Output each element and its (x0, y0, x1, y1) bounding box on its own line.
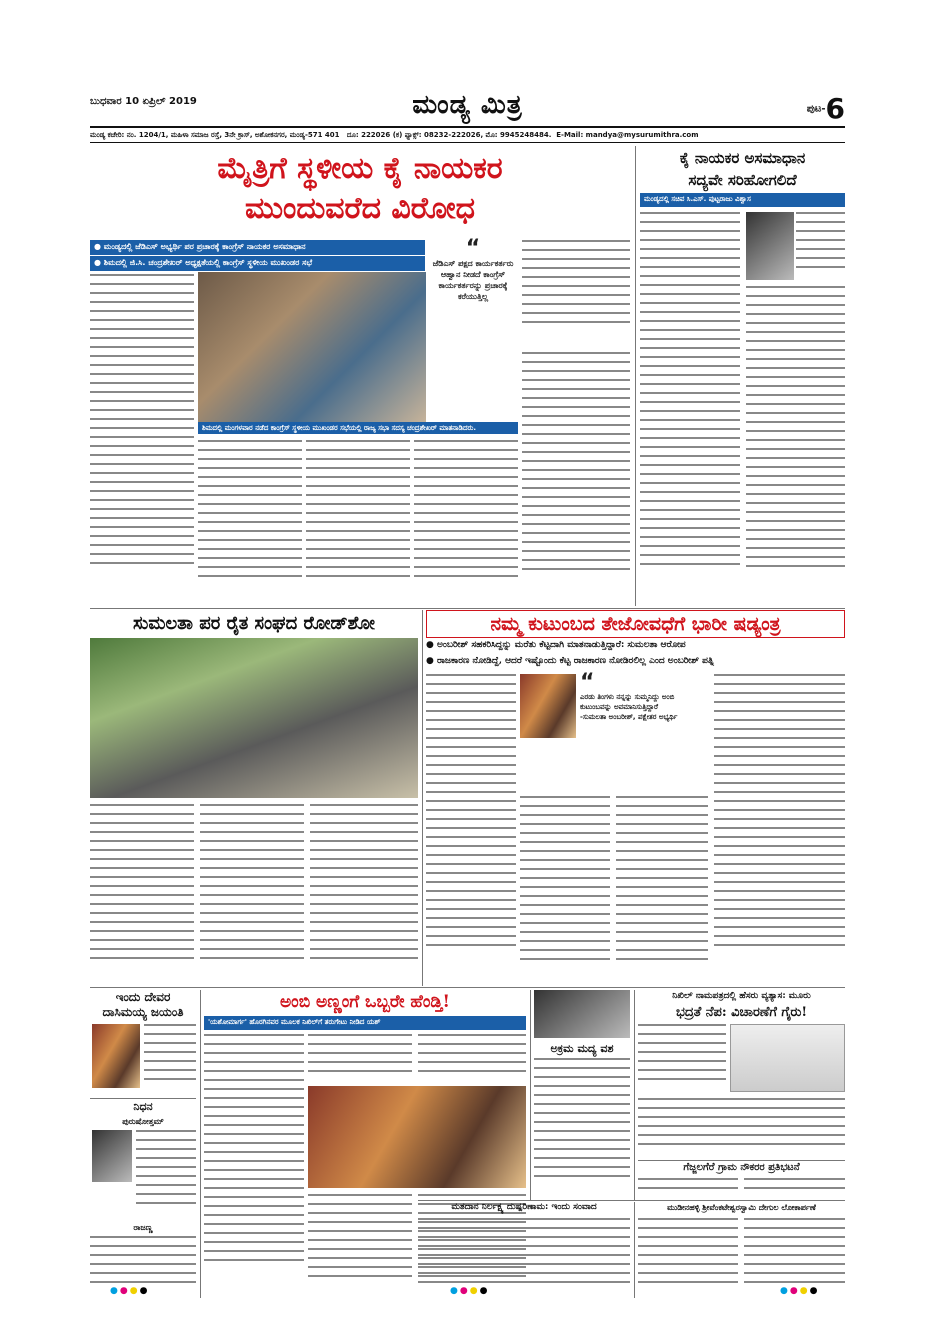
liquor-headline: ಅಕ್ರಮ ಮದ್ಯ ವಶ (550, 1042, 614, 1055)
registration-marks-center: ●●●● (450, 1286, 490, 1296)
lead-quote (428, 236, 518, 340)
page-label: ಪುಟ- (806, 103, 826, 115)
side-column-2 (746, 286, 845, 606)
liquor-divider (530, 990, 531, 1200)
address-rule (90, 142, 845, 143)
issue-date: ಬುಧವಾರ 10 ಏಪ್ರಿಲ್ 2019 (90, 96, 197, 107)
roadshow-column-2 (200, 804, 304, 984)
conspiracy-quote-attr: -ಸುಮಲತಾ ಅಂಬರೀಶ್, ಪಕ್ಷೇತರ ಅಭ್ಯರ್ಥಿ (580, 713, 678, 721)
side-headline-1: ಕೈ ನಾಯಕರ ಅಸಮಾಧಾನ (679, 149, 806, 167)
section-rule-1 (90, 608, 845, 609)
conspiracy-column-1 (426, 674, 516, 984)
protest-column-1 (638, 1178, 738, 1198)
dasimayya-portrait (92, 1024, 140, 1088)
page-number-value: 6 (825, 92, 845, 125)
ambi-photo (308, 1086, 526, 1188)
obituary-divider (200, 990, 201, 1298)
newspaper-page (90, 90, 845, 1300)
temple-column-1 (638, 1218, 738, 1298)
lead-bullet-2: ● ಶಿಮದಲ್ಲಿ ಜಿ.ಸಿ. ಚಂದ್ರಶೇಖರ್ ಅಧ್ಯಕ್ಷತೆಯಲ್ಲಿ ಕಾಂಗ್ರೆಸ್ ಸ್ಥಳೀಯ ಮುಖಂಡರ ಸಭೆ (90, 256, 425, 271)
jayanthi-headline-2: ದಾಸಿಮಯ್ಯ ಜಯಂತಿ (102, 1005, 184, 1019)
protest-headline: ಗೆಜ್ಜಲಗೆರೆ ಗ್ರಾಮ ನೌಕರರ ಪ್ರತಿಭಟನೆ (683, 1162, 800, 1173)
side-headline-2: ಸದ್ಯವೇ ಸರಿಹೋಗಲಿದೆ (688, 171, 797, 189)
obituary-portrait (92, 1130, 132, 1182)
conspiracy-headline: ನಮ್ಮ ಕುಟುಂಬದ ತೇಜೋವಧೆಗೆ ಭಾರೀ ಷಡ್ಯಂತ್ರ (426, 610, 845, 638)
ambi-subbar: 'ಯಶೋಮಾರ್ಗ' ಹೊರಗಿನವರ ಮೂಲಕ ನಿಖಿಲ್‌ಗೆ ತರುಗೇಟು ನೀಡಿದ ಯಶ್ (204, 1016, 526, 1030)
roadshow-headline: ಸುಮಲತಾ ಪರ ರೈತ ಸಂಘದ ರೋಡ್‌ಶೋ (133, 613, 375, 634)
obituary-name: ಪುರುಷೋತ್ತಮ್ (122, 1116, 164, 1126)
lead-headline-1: ಮೈತ್ರಿಗೆ ಸ್ಥಳೀಯ ಕೈ ನಾಯಕರ (217, 151, 503, 186)
jayanthi-text (144, 1024, 196, 1094)
temple-headline: ಮುಡೀನಹಳ್ಳಿ ಶ್ರೀವೆಂಕಟೇಶ್ವರಸ್ವಾಮಿ ದೇಗುಲ ಲೋಕಾರ್ಪಣೆ (667, 1202, 816, 1212)
lead-quote-text: ಜೆಡಿಎಸ್ ಪಕ್ಷದ ಕಾರ್ಯಕರ್ತರು ಆಹ್ವಾನ ನೀಡದೆ ಕಾಂಗ್ರೆಸ್ ಕಾರ್ಯಕರ್ತರನ್ನು ಪ್ರಚಾರಕ್ಕೆ ಕರೆಯುತ್ತಿಲ್ಲ (432, 259, 514, 301)
registration-marks-left: ●●●● (110, 1286, 150, 1296)
jayanthi-headline-1: ಇಂದು ದೇವರ (115, 990, 171, 1004)
ambi-column-1 (204, 1034, 304, 1298)
nikhil-headline-2: ಭದ್ರತೆ ನೆಪ: ವಿಚಾರಣೆಗೆ ಗೈರು! (675, 1005, 808, 1020)
roadshow-divider (422, 610, 423, 986)
document-image (730, 1024, 845, 1092)
ambi-headline: ಅಂಬಿ ಅಣ್ಣಂಗೆ ಒಬ್ಬರೇ ಹೆಂಡ್ತಿ! (279, 992, 451, 1012)
temple-divider (634, 1202, 635, 1298)
nikhil-headline-1: ನಿಖಿಲ್ ನಾಮಪತ್ರದಲ್ಲಿ ಹೆಸರು ವ್ಯತ್ಯಾಸ: ಮೂರು (672, 991, 811, 1001)
conspiracy-quote-text: ಎರಡು ತಿಂಗಳು ನನ್ನನ್ನು ಸುಮ್ಮನಿದ್ದು ಅಂಬಿ ಕುಟುಂಬವನ್ನು ಅವಮಾನಿಸುತ್ತಿದ್ದಾರೆ (580, 693, 675, 711)
side-column-2-top (796, 212, 845, 282)
protest-rule (638, 1160, 845, 1161)
obituary-text (136, 1130, 196, 1220)
registration-marks-right: ●●●● (780, 1286, 820, 1296)
ambi-column-2 (308, 1194, 412, 1298)
quote-mark-icon-2: “ (580, 670, 595, 695)
conspiracy-column-3 (616, 796, 708, 984)
lead-column-5 (522, 352, 630, 604)
ambi-column-3-top (418, 1034, 526, 1084)
section-rule-3 (418, 1200, 845, 1201)
address-text: ಮಂಡ್ಯ ಕಚೇರಿ: ನಂ. 1204/1, ಮಹಿಳಾ ಸಮಾಜ ರಸ್ತೆ, 3ನೇ ಕ್ರಾಸ್, ಅಶೋಕನಗರ, ಮಂಡ್ಯ-571 401 (90, 131, 340, 139)
nikhil-divider (634, 990, 635, 1200)
quote-mark-icon: “ (465, 236, 481, 261)
obituary-heading: ನಿಧನ (133, 1100, 153, 1113)
phone-text: ದೂ: 222026 (ಕ) ಫ್ಯಾಕ್ಸ್: 08232-222026, ಮೊ: 9945248484. (346, 131, 552, 139)
protest-column-2 (744, 1178, 845, 1198)
lead-column-4 (414, 440, 518, 604)
side-column-1 (640, 212, 740, 606)
obituary-rule (90, 1098, 196, 1099)
conspiracy-bullet-2: ● ರಾಜಕಾರಣ ನೋಡಿದ್ದೆ, ಆದರೆ ಇಷ್ಟೊಂದು ಕೆಟ್ಟ ರಾಜಕಾರಣ ನೋಡಿರಲಿಲ್ಲ ಎಂದ ಅಂಬರೀಶ್ ಪತ್ನಿ (426, 656, 714, 666)
roadshow-photo (90, 638, 418, 798)
conspiracy-column-2 (520, 796, 610, 984)
conspiracy-column-4 (714, 674, 845, 984)
side-story-divider (635, 146, 636, 606)
email-text: E-Mail: mandya@mysurumithra.com (556, 131, 699, 139)
nikhil-column-1-top (638, 1024, 726, 1094)
sumalatha-portrait (520, 674, 576, 738)
liquor-text (534, 1058, 630, 1198)
conspiracy-quote (580, 670, 708, 792)
voting-headline: ಮತದಾನ ನಿರ್ಲಕ್ಷ್ಯ ದುಷ್ಪರಿಣಾಮ: ಇಂದು ಸಂವಾದ (451, 1202, 597, 1212)
roadshow-column-1 (90, 804, 194, 984)
lead-column-1 (90, 274, 194, 604)
roadshow-column-3 (310, 804, 418, 984)
obituary-name-2: ರಾಜಣ್ಣ (133, 1222, 153, 1232)
page-number (807, 92, 845, 125)
lead-column-2 (198, 440, 302, 604)
lead-bullet-1: ● ಮಂಡ್ಯದಲ್ಲಿ ಜೆಡಿಎಸ್ ಅಭ್ಯರ್ಥಿ ಪರ ಪ್ರಚಾರಕ್ಕೆ ಕಾಂಗ್ರೆಸ್ ನಾಯಕರ ಅಸಮಾಧಾನ (90, 240, 425, 255)
newspaper-title: ಮಂಡ್ಯ ಮಿತ್ರ (412, 90, 523, 120)
nikhil-text (638, 1098, 845, 1158)
masthead-rule (90, 126, 845, 128)
lead-column-3 (306, 440, 410, 604)
side-subbar: ಮಂಡ್ಯದಲ್ಲಿ ಸಚಿವ ಸಿ.ಎಸ್. ಪುಟ್ಟರಾಜು ವಿಶ್ವಾಸ (640, 193, 845, 207)
lead-photo (198, 272, 426, 422)
office-address (90, 131, 845, 140)
lead-column-5-top (522, 240, 630, 345)
ambi-column-2-top (308, 1034, 412, 1084)
lead-photo-caption: ಶಿಮದಲ್ಲಿ ಮಂಗಳವಾರ ನಡೆದ ಕಾಂಗ್ರೆಸ್ ಸ್ಥಳೀಯ ಮುಖಂಡರ ಸಭೆಯಲ್ಲಿ ರಾಜ್ಯ ಸಭಾ ಸದಸ್ಯ ಚಂದ್ರಶೇಖರ್ ಮಾತನಾಡಿದರು. (198, 422, 518, 434)
minister-portrait (746, 212, 794, 280)
section-rule-2 (90, 987, 845, 988)
lead-headline-2: ಮುಂದುವರೆದ ವಿರೋಧ (244, 191, 475, 226)
liquor-photo (534, 990, 630, 1038)
conspiracy-bullet-1: ● ಅಂಬರೀಶ್ ಸಹಕರಿಸಿದ್ದನ್ನು ಮರೆತು ಕೆಟ್ಟದಾಗಿ ಮಾತನಾಡುತ್ತಿದ್ದಾರೆ: ಸುಮಲತಾ ಆರೋಪ (426, 640, 686, 650)
